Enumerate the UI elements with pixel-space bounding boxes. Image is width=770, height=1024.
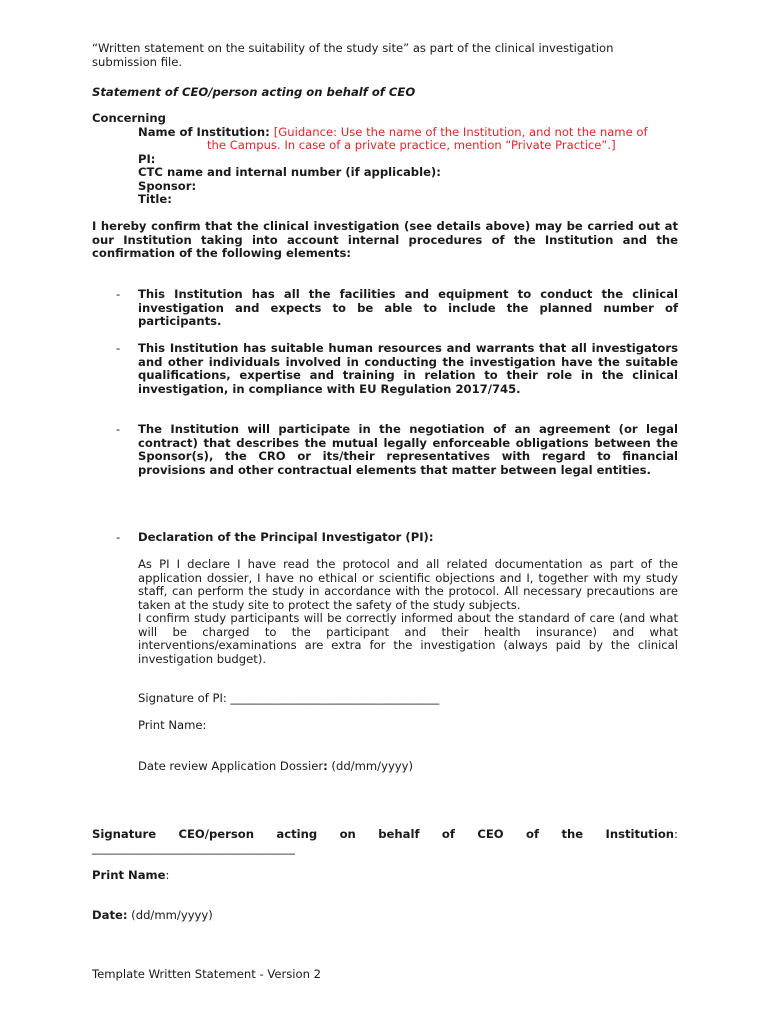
ceo-signature-word: Institution — [605, 827, 675, 841]
header-line-1: “Written statement on the suitability of the study site” as part of the clinical investigation — [92, 41, 614, 55]
confirmation-paragraph: I hereby confirm that the clinical investigation (see details above) may be carried out at our Institution taking into account internal procedures of the Institution and the confirmation of the following elements: — [92, 219, 678, 261]
pi-print-name-field: Print Name: — [138, 718, 207, 732]
pi-declaration-heading: Declaration of the Principal Investigator (PI): — [138, 530, 434, 544]
ctc-label: CTC name and internal number (if applicable): — [138, 165, 441, 179]
ceo-signature-colon: : — [674, 827, 678, 841]
header-line-2: submission file. — [92, 54, 183, 69]
date-review-colon: : — [323, 759, 328, 773]
title-label: Title: — [138, 192, 172, 206]
institution-guidance: [Guidance: Use the name of the Institution, and not the name of — [273, 125, 648, 139]
date-review-format: (dd/mm/yyyy) — [327, 759, 414, 773]
ceo-date-format: (dd/mm/yyyy) — [127, 908, 213, 922]
ceo-signature-word: of — [441, 827, 455, 841]
ceo-signature-line: ___________________________________ — [92, 841, 295, 855]
ceo-signature-word: of — [526, 827, 540, 841]
bullet-dash: - — [116, 422, 121, 436]
ceo-date-label: Date: — [92, 908, 128, 922]
pi-declaration-p2: I confirm study participants will be correctly informed about the standard of care (and what will be charged to the participant and their health insurance) and what interventions/examinations are extra for the investigation (always paid by the clinical investigation budget). — [138, 611, 678, 666]
ceo-signature-row — [92, 828, 678, 842]
ceo-signature-word: acting — [276, 827, 318, 841]
statement-title: Statement of CEO/person acting on behalf of CEO — [92, 85, 416, 99]
ceo-signature-word: CEO/person — [178, 827, 255, 841]
date-review-field — [138, 760, 413, 774]
sponsor-label: Sponsor: — [138, 179, 197, 193]
concerning-heading: Concerning — [92, 111, 166, 125]
bullet-human-resources: This Institution has suitable human resources and warrants that all investigators and other individuals involved in conducting the investigation have the suitable qualifications, expertise and training in relation to their role in the clinical investigation, in compliance with EU Regulation 2017/745. — [138, 341, 678, 396]
ceo-signature-word: the — [561, 827, 584, 841]
bullet-dash: - — [116, 287, 121, 301]
pi-declaration-p1: As PI I declare I have read the protocol and all related documentation as part of the application dossier, I have no ethical or scientific objections and I, together with my study staff, can perform the study in accordance with the protocol. All necessary precautions are taken at the study site to protect the safety of the study subjects. — [138, 557, 678, 612]
pi-label: PI: — [138, 152, 156, 166]
bullet-dash: - — [116, 530, 121, 544]
bullet-facilities: This Institution has all the facilities and equipment to conduct the clinical investigation and expects to be able to include the planned number of participants. — [138, 287, 678, 329]
bullet-dash: - — [116, 341, 121, 355]
ceo-signature-word: on — [339, 827, 356, 841]
header — [92, 42, 614, 69]
ceo-print-name-colon: : — [165, 868, 170, 882]
ceo-print-name-label: Print Name — [92, 868, 166, 882]
footer: Template Written Statement - Version 2 — [92, 967, 322, 981]
ceo-signature-word: Signature — [92, 827, 157, 841]
institution-guidance-cont: the Campus. In case of a private practice, mention “Private Practice”.] — [207, 138, 616, 152]
bullet-agreement: The Institution will participate in the negotiation of an agreement (or legal contract) that describes the mutual legally enforceable obligations between the Sponsor(s), the CRO or its/their representatives with regard to financial provisions and other contractual elements that matter between legal entities. — [138, 422, 678, 477]
ceo-date-field — [92, 909, 213, 923]
ceo-print-name-field — [92, 869, 169, 883]
institution-label: Name of Institution: — [138, 125, 274, 139]
pi-signature-field: Signature of PI: ____________________________________ — [138, 691, 440, 705]
ceo-signature-word: CEO — [477, 827, 504, 841]
date-review-label: Date review Application Dossier — [138, 759, 324, 773]
ceo-signature-word: behalf — [378, 827, 420, 841]
